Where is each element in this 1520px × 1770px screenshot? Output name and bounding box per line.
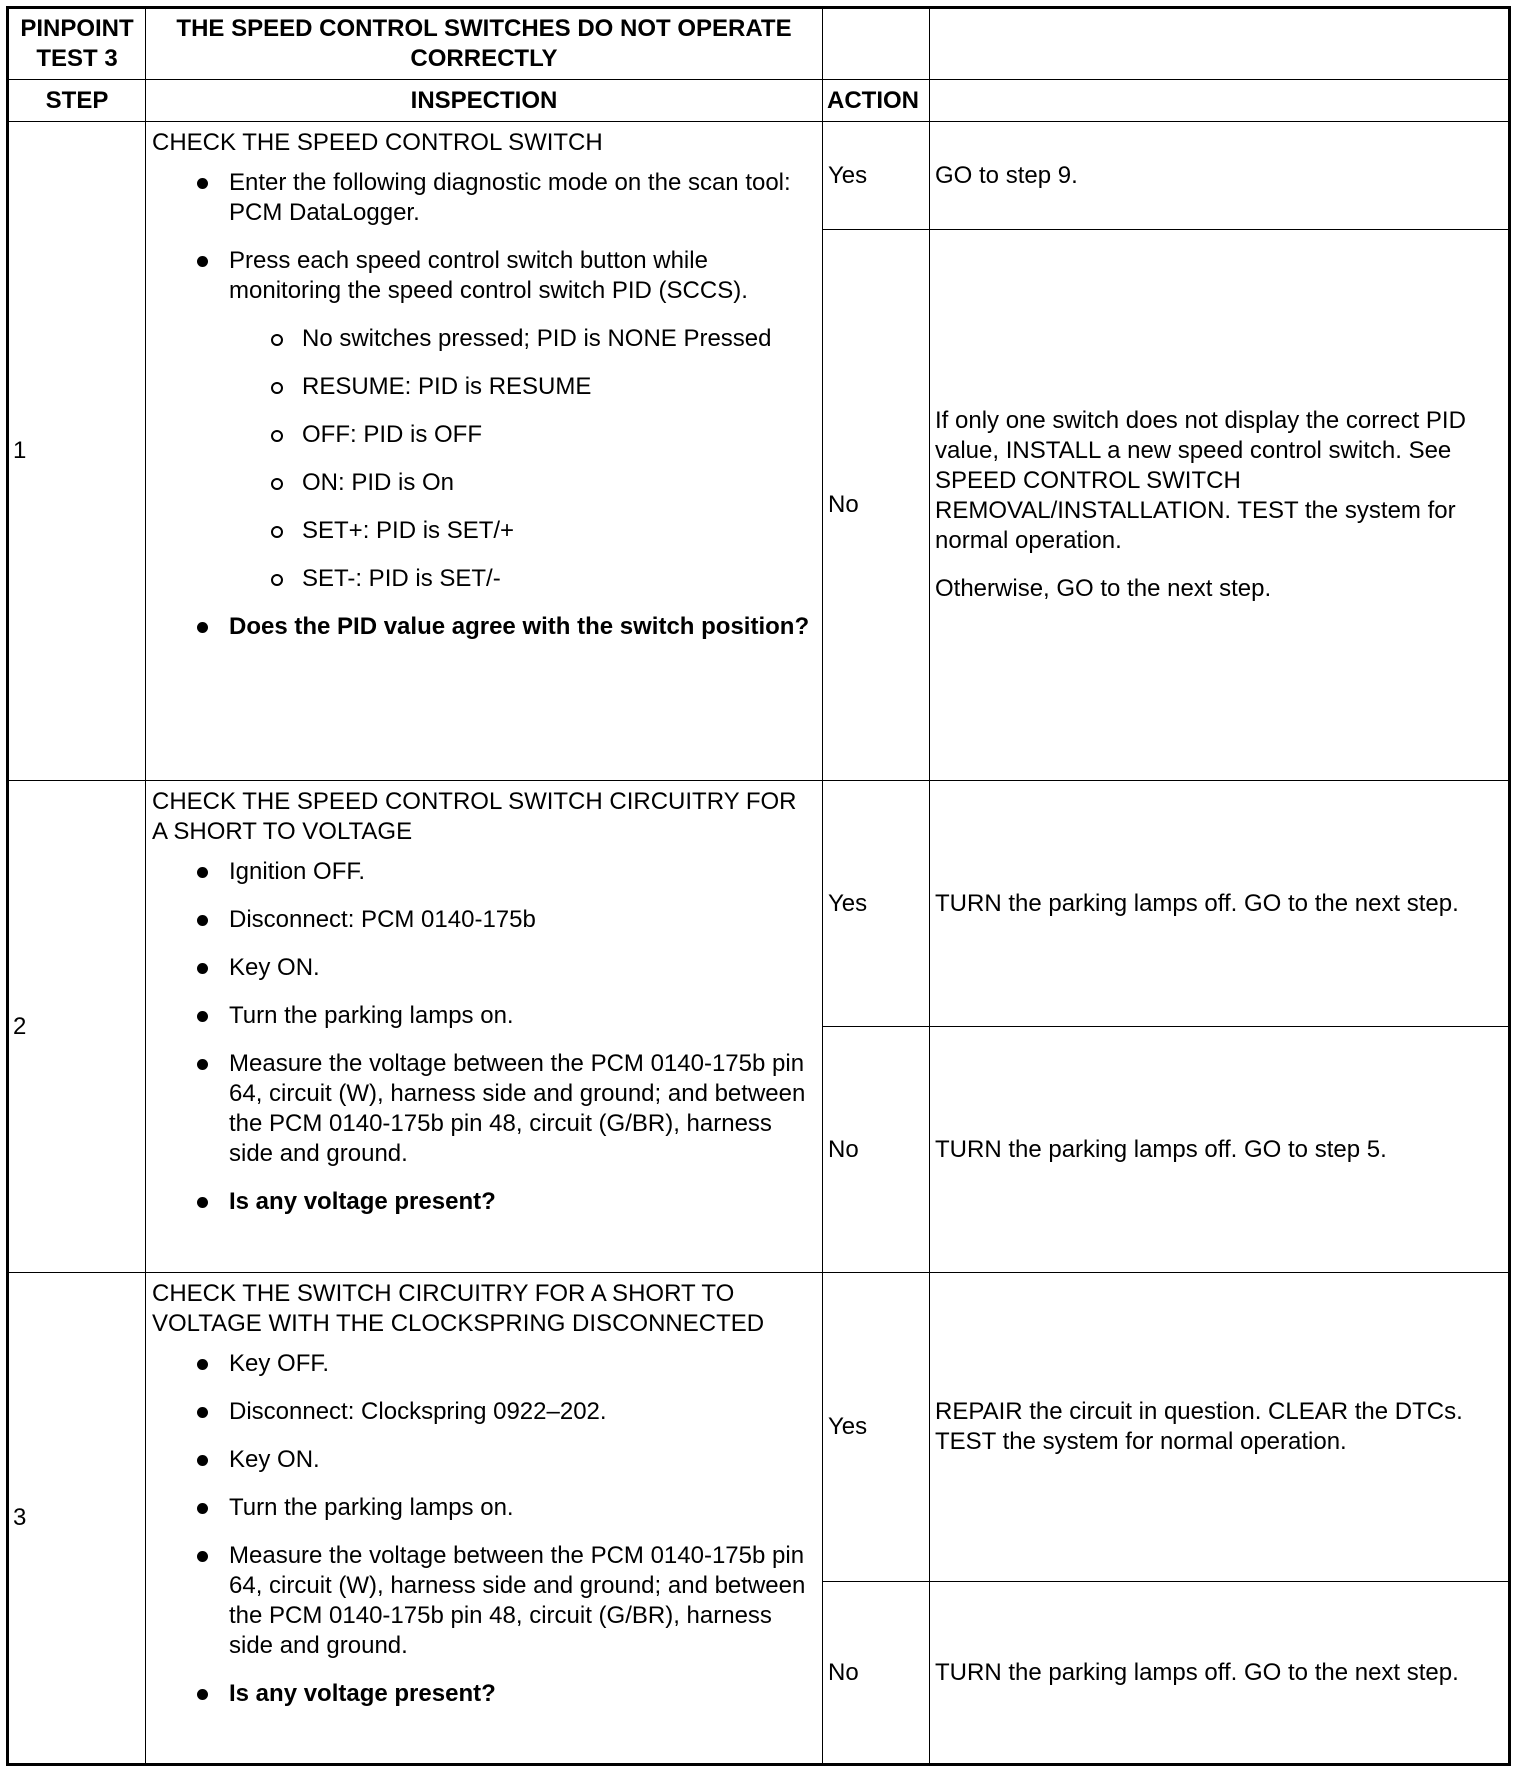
answer-yes-label: Yes — [823, 122, 930, 230]
instruction-item: Turn the parking lamps on. — [152, 1001, 816, 1031]
header-row — [8, 8, 1510, 80]
step-3-instructions — [152, 1349, 816, 1709]
step-question: Is any voltage present? — [152, 1679, 816, 1709]
step-number: 3 — [8, 1273, 146, 1765]
sub-instruction-item: SET+: PID is SET/+ — [152, 516, 816, 546]
test-title: THE SPEED CONTROL SWITCHES DO NOT OPERATE CORRECTLY — [146, 8, 823, 80]
no-action-otherwise: Otherwise, GO to the next step. — [935, 575, 1272, 602]
step-1-row-yes — [8, 122, 1510, 230]
yes-action: GO to step 9. — [930, 122, 1510, 230]
sub-instruction-item: RESUME: PID is RESUME — [152, 372, 816, 402]
instruction-item: Ignition OFF. — [152, 857, 816, 887]
column-header-empty — [930, 80, 1510, 122]
step-2-instructions — [152, 857, 816, 1217]
instruction-item: Press each speed control switch button while monitoring the speed control switch PID (SCCS). — [152, 246, 816, 306]
step-title: CHECK THE SWITCH CIRCUITRY FOR A SHORT TO VOLTAGE WITH THE CLOCKSPRING DISCONNECTED — [152, 1280, 765, 1337]
yes-action: REPAIR the circuit in question. CLEAR the DTCs. TEST the system for normal operation. — [930, 1273, 1510, 1582]
step-number: 1 — [8, 122, 146, 781]
step-3-row-yes — [8, 1273, 1510, 1582]
answer-no-label: No — [823, 1027, 930, 1273]
instruction-item: Key ON. — [152, 953, 816, 983]
column-header-row — [8, 80, 1510, 122]
instruction-item: Measure the voltage between the PCM 0140-175b pin 64, circuit (W), harness side and ground; and between the PCM 0140-175b pin 48, circuit (G/BR), harness side and ground. — [152, 1541, 816, 1661]
no-action: TURN the parking lamps off. GO to the next step. — [930, 1582, 1510, 1765]
answer-no-label: No — [823, 230, 930, 781]
instruction-item: Disconnect: PCM 0140-175b — [152, 905, 816, 935]
sub-instruction-item: OFF: PID is OFF — [152, 420, 816, 450]
no-action — [930, 230, 1510, 781]
instruction-item: Measure the voltage between the PCM 0140-175b pin 64, circuit (W), harness side and ground; and between the PCM 0140-175b pin 48, circuit (G/BR), harness side and ground. — [152, 1049, 816, 1169]
column-header-step: STEP — [8, 80, 146, 122]
instruction-item: Enter the following diagnostic mode on the scan tool: PCM DataLogger. — [152, 168, 816, 228]
pinpoint-test-label — [8, 8, 146, 80]
pinpoint-test-table — [6, 6, 1511, 1766]
no-action-primary: If only one switch does not display the correct PID value, INSTALL a new speed control switch. See SPEED CONTROL SWITCH REMOVAL/INSTALLATION. TEST the system for normal operation. — [935, 407, 1466, 554]
answer-yes-label: Yes — [823, 781, 930, 1027]
step-1-inspection — [146, 122, 823, 781]
step-2-row-yes — [8, 781, 1510, 1027]
pinpoint-label-line1: PINPOINT — [20, 15, 134, 42]
answer-no-label: No — [823, 1582, 930, 1765]
pinpoint-label-line2: TEST 3 — [36, 45, 118, 72]
sub-instruction-item: SET-: PID is SET/- — [152, 564, 816, 594]
instruction-item: Key ON. — [152, 1445, 816, 1475]
instruction-item: Disconnect: Clockspring 0922–202. — [152, 1397, 816, 1427]
sub-instruction-item: No switches pressed; PID is NONE Pressed — [152, 324, 816, 354]
answer-yes-label: Yes — [823, 1273, 930, 1582]
step-1-instructions — [152, 168, 816, 642]
instruction-item: Turn the parking lamps on. — [152, 1493, 816, 1523]
step-2-inspection — [146, 781, 823, 1273]
instruction-item: Key OFF. — [152, 1349, 816, 1379]
no-action: TURN the parking lamps off. GO to step 5. — [930, 1027, 1510, 1273]
step-question: Does the PID value agree with the switch position? — [152, 612, 816, 642]
column-header-action: ACTION — [823, 80, 930, 122]
yes-action: TURN the parking lamps off. GO to the next step. — [930, 781, 1510, 1027]
step-title: CHECK THE SPEED CONTROL SWITCH CIRCUITRY FOR A SHORT TO VOLTAGE — [152, 788, 797, 845]
step-number: 2 — [8, 781, 146, 1273]
step-title: CHECK THE SPEED CONTROL SWITCH — [152, 129, 603, 156]
header-empty-cell — [930, 8, 1510, 80]
column-header-inspection: INSPECTION — [146, 80, 823, 122]
step-question: Is any voltage present? — [152, 1187, 816, 1217]
sub-instruction-item: ON: PID is On — [152, 468, 816, 498]
header-empty-cell — [823, 8, 930, 80]
step-3-inspection — [146, 1273, 823, 1765]
